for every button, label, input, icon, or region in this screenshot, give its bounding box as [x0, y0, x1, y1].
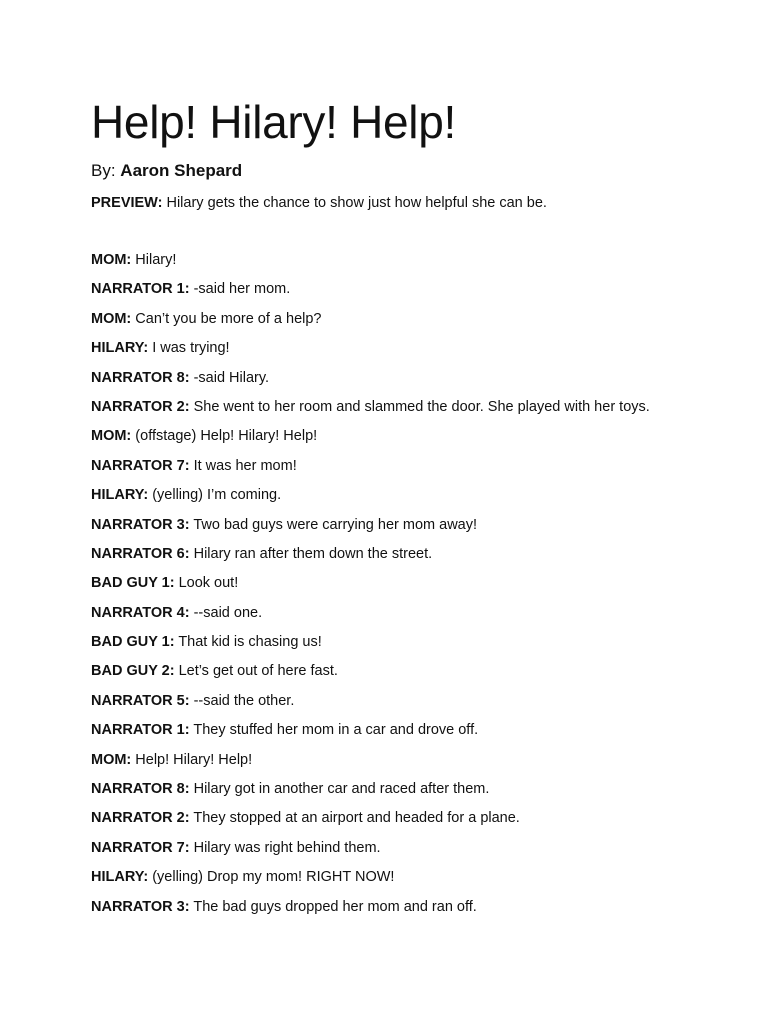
speaker-label: BAD GUY 1:	[91, 575, 175, 592]
script-line	[91, 720, 650, 749]
speaker-label: NARRATOR 1:	[91, 281, 190, 298]
speaker-label: NARRATOR 8:	[91, 369, 190, 386]
speaker-label: NARRATOR 4:	[91, 604, 190, 621]
script-line	[91, 750, 650, 779]
line-text: Can’t you be more of a help?	[135, 310, 322, 327]
script-line	[91, 368, 650, 397]
by-label: By:	[91, 161, 116, 180]
speaker-label: NARRATOR 7:	[91, 839, 190, 856]
speaker-label: NARRATOR 6:	[91, 545, 190, 562]
line-text: I was trying!	[152, 340, 230, 357]
line-text: Two bad guys were carrying her mom away!	[193, 516, 478, 533]
speaker-label: HILARY:	[91, 487, 149, 504]
speaker-label: NARRATOR 7:	[91, 457, 190, 474]
line-text: They stuffed her mom in a car and drove off.	[193, 722, 479, 739]
line-text: (yelling) Drop my mom! RIGHT NOW!	[152, 869, 395, 886]
script-line	[91, 456, 650, 485]
script-line	[91, 250, 650, 279]
line-text: She went to her room and slammed the door. She played with her toys.	[193, 398, 650, 415]
speaker-label: NARRATOR 3:	[91, 898, 190, 915]
line-text: (offstage) Help! Hilary! Help!	[135, 428, 318, 445]
line-text: It was her mom!	[193, 457, 297, 474]
script-line	[91, 661, 650, 690]
line-text: --said the other.	[193, 692, 295, 709]
speaker-label: NARRATOR 2:	[91, 810, 190, 827]
script-line	[91, 632, 650, 661]
speaker-label: BAD GUY 2:	[91, 663, 175, 680]
script-line	[91, 897, 650, 926]
speaker-label: MOM:	[91, 751, 132, 768]
script-line	[91, 867, 650, 896]
script-lines	[91, 250, 650, 926]
speaker-label: NARRATOR 2:	[91, 398, 190, 415]
line-text: -said Hilary.	[193, 369, 270, 386]
speaker-label: HILARY:	[91, 340, 149, 357]
speaker-label: NARRATOR 5:	[91, 692, 190, 709]
preview-text: Hilary gets the chance to show just how helpful she can be.	[166, 195, 547, 211]
script-line	[91, 279, 650, 308]
speaker-label: MOM:	[91, 428, 132, 445]
script-line	[91, 691, 650, 720]
script-line	[91, 838, 650, 867]
speaker-label: MOM:	[91, 310, 132, 327]
line-text: The bad guys dropped her mom and ran off.	[193, 898, 477, 915]
script-line	[91, 808, 650, 837]
document-title: Help! Hilary! Help!	[91, 96, 456, 148]
script-line	[91, 397, 650, 426]
speaker-label: NARRATOR 1:	[91, 722, 190, 739]
script-line	[91, 573, 650, 602]
line-text: Look out!	[178, 575, 239, 592]
script-line	[91, 485, 650, 514]
line-text: Help! Hilary! Help!	[135, 751, 253, 768]
script-line	[91, 603, 650, 632]
speaker-label: MOM:	[91, 252, 132, 268]
line-text: Hilary ran after them down the street.	[193, 545, 433, 562]
script-line	[91, 426, 650, 455]
line-text: Hilary!	[135, 252, 177, 268]
script-line	[91, 338, 650, 367]
author-name: Aaron Shepard	[120, 161, 243, 180]
speaker-label: NARRATOR 8:	[91, 781, 190, 798]
line-text: --said one.	[193, 604, 263, 621]
script-line	[91, 515, 650, 544]
speaker-label: BAD GUY 1:	[91, 634, 175, 651]
preview-label: PREVIEW:	[91, 195, 163, 211]
script-line	[91, 309, 650, 338]
speaker-label: HILARY:	[91, 869, 149, 886]
line-text: They stopped at an airport and headed for a plane.	[193, 810, 520, 827]
script-line	[91, 544, 650, 573]
line-text: Hilary got in another car and raced after them.	[193, 781, 490, 798]
line-text: Hilary was right behind them.	[193, 839, 381, 856]
speaker-label: NARRATOR 3:	[91, 516, 190, 533]
line-text: (yelling) I’m coming.	[152, 487, 282, 504]
line-text: Let’s get out of here fast.	[178, 663, 338, 680]
line-text: That kid is chasing us!	[178, 634, 322, 651]
script-line	[91, 779, 650, 808]
byline	[91, 160, 242, 182]
line-text: -said her mom.	[193, 281, 291, 298]
preview	[91, 193, 547, 213]
